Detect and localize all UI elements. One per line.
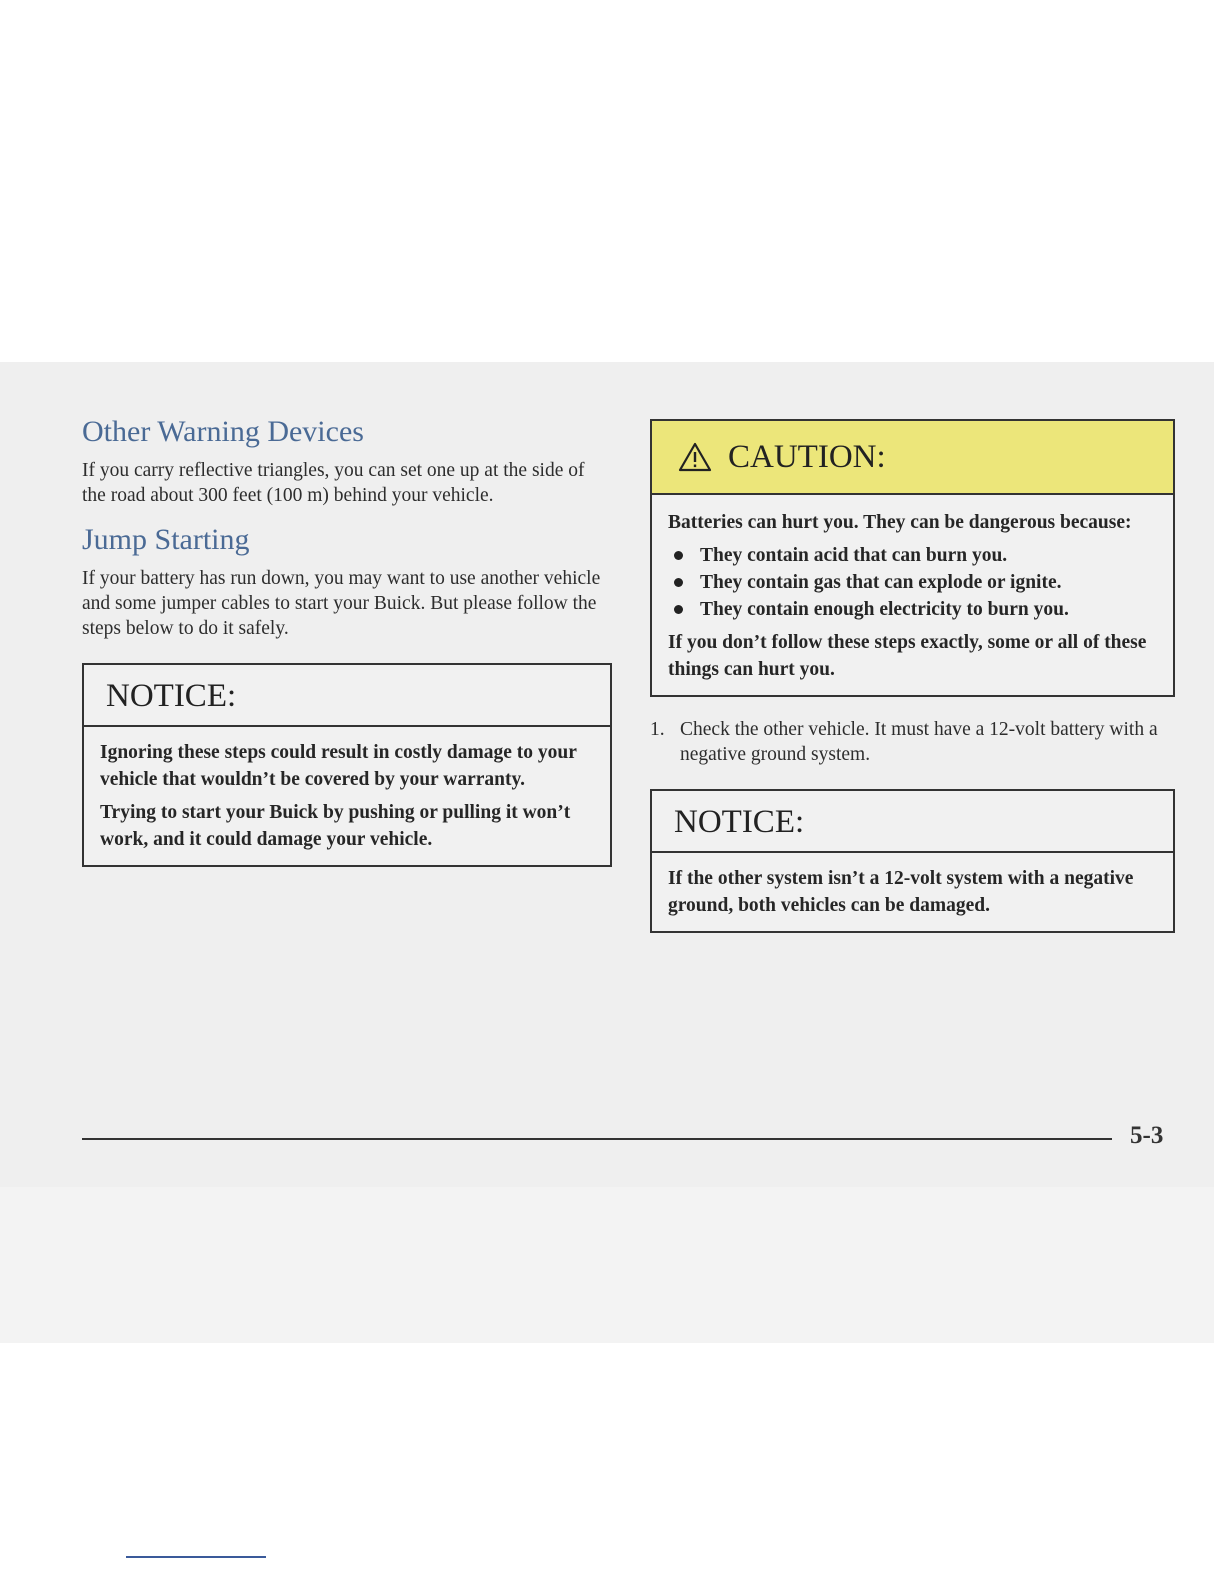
bullet-icon [674, 605, 683, 614]
caution-intro: Batteries can hurt you. They can be dangerous because: [668, 512, 1132, 533]
list-item: They contain acid that can burn you. [668, 542, 1155, 569]
section-title-other-warning-devices: Other Warning Devices [82, 415, 364, 448]
notice-paragraph: Trying to start your Buick by pushing or pulling it won’t work, and it could damage your vehicle. [100, 802, 571, 850]
step-item [650, 717, 1175, 767]
caution-heading: CAUTION: [728, 438, 886, 475]
caution-header [652, 421, 1173, 495]
bullet-icon [674, 551, 683, 560]
right-column [650, 419, 1175, 933]
warning-triangle-icon [678, 442, 712, 472]
notice-box-right [650, 789, 1175, 933]
notice-box-left [82, 663, 612, 867]
notice-body [84, 727, 610, 865]
notice-heading: NOTICE: [652, 791, 1173, 853]
step-number: 1. [650, 719, 665, 740]
list-item: They contain enough electricity to burn you. [668, 596, 1155, 623]
caution-body [652, 495, 1173, 695]
section-body-other-warning-devices: If you carry reflective triangles, you can set one up at the side of the road about 300 feet (100 m) behind your vehicle. [82, 460, 585, 506]
notice-body [652, 853, 1173, 931]
caution-box [650, 419, 1175, 697]
step-text: Check the other vehicle. It must have a 12-volt battery with a negative ground system. [680, 719, 1158, 765]
bullet-icon [674, 578, 683, 587]
section-body-jump-starting: If your battery has run down, you may want to use another vehicle and some jumper cables to start your Buick. But please follow the steps below to do it safely. [82, 568, 601, 639]
section-title-jump-starting: Jump Starting [82, 523, 250, 556]
left-column [82, 410, 612, 867]
scan-bottom-margin [0, 1187, 1214, 1343]
list-item: They contain gas that can explode or ignite. [668, 569, 1155, 596]
notice-paragraph: Ignoring these steps could result in costly damage to your vehicle that wouldn’t be covered by your warranty. [100, 742, 577, 790]
footer-rule [82, 1138, 1112, 1140]
notice-heading: NOTICE: [84, 665, 610, 727]
page-number: 5-3 [1130, 1122, 1164, 1149]
caution-closing: If you don’t follow these steps exactly, some or all of these things can hurt you. [668, 632, 1147, 680]
notice-paragraph: If the other system isn’t a 12-volt system with a negative ground, both vehicles can be damaged. [668, 868, 1134, 916]
stray-underline [126, 1556, 266, 1558]
caution-bullet-list [668, 542, 1155, 623]
